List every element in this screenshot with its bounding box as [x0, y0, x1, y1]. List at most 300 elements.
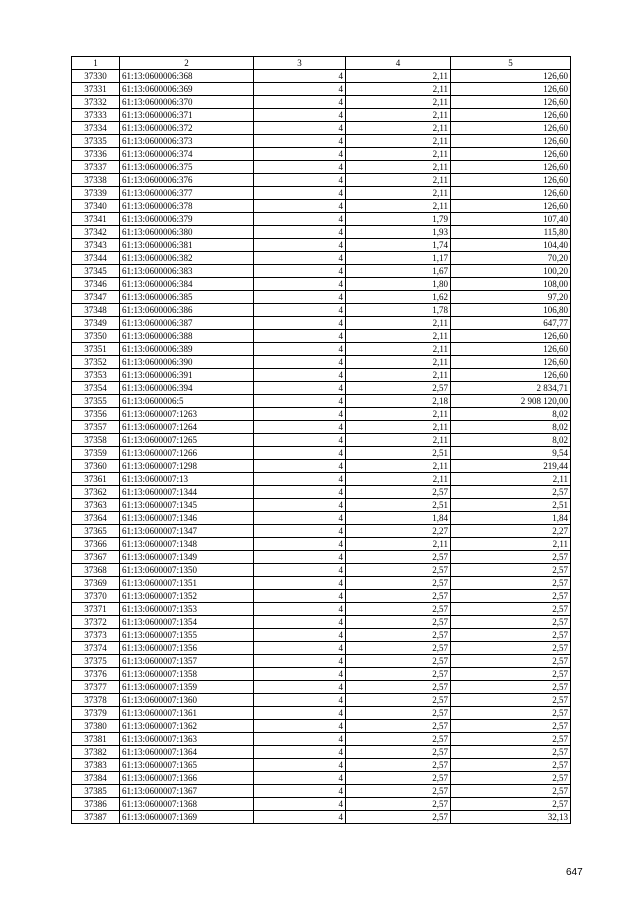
- table-cell-col-3: 4: [254, 668, 346, 681]
- table-cell-col-5: 126,60: [451, 200, 571, 213]
- table-cell-col-3: 4: [254, 772, 346, 785]
- table-cell-col-2: 61:13:0600007:1360: [120, 694, 254, 707]
- table-row: [72, 707, 571, 720]
- table-cell-col-2: 61:13:0600006:368: [120, 70, 254, 83]
- table-cell-col-2: 61:13:0600007:1365: [120, 759, 254, 772]
- table-cell-col-5: 2,57: [451, 603, 571, 616]
- table-cell-col-2: 61:13:0600007:1356: [120, 642, 254, 655]
- table-cell-col-5: 115,80: [451, 226, 571, 239]
- table-cell-col-4: 2,11: [346, 330, 451, 343]
- table-cell-col-2: 61:13:0600006:376: [120, 174, 254, 187]
- table-row: [72, 96, 571, 109]
- table-cell-col-2: 61:13:0600007:1362: [120, 720, 254, 733]
- table-cell-col-2: 61:13:0600007:1351: [120, 577, 254, 590]
- table-cell-col-1: 37360: [72, 460, 120, 473]
- table-cell-col-4: 2,57: [346, 564, 451, 577]
- table-cell-col-5: 126,60: [451, 122, 571, 135]
- table-cell-col-2: 61:13:0600006:391: [120, 369, 254, 382]
- table-cell-col-4: 2,27: [346, 525, 451, 538]
- table-cell-col-3: 4: [254, 187, 346, 200]
- table-cell-col-1: 37384: [72, 772, 120, 785]
- table-cell-col-1: 37368: [72, 564, 120, 577]
- table-cell-col-3: 4: [254, 70, 346, 83]
- table-cell-col-5: 2,57: [451, 707, 571, 720]
- table-cell-col-3: 4: [254, 369, 346, 382]
- table-row: [72, 382, 571, 395]
- table-cell-col-5: 126,60: [451, 330, 571, 343]
- table-row: [72, 785, 571, 798]
- table-cell-col-5: 126,60: [451, 369, 571, 382]
- table-cell-col-2: 61:13:0600007:1264: [120, 421, 254, 434]
- table-cell-col-2: 61:13:0600006:390: [120, 356, 254, 369]
- table-cell-col-5: 1,84: [451, 512, 571, 525]
- table-cell-col-3: 4: [254, 720, 346, 733]
- table-cell-col-4: 2,57: [346, 798, 451, 811]
- header-row: [72, 57, 571, 70]
- table-cell-col-3: 4: [254, 291, 346, 304]
- table-cell-col-3: 4: [254, 135, 346, 148]
- table-cell-col-3: 4: [254, 148, 346, 161]
- table-row: [72, 603, 571, 616]
- table-cell-col-2: 61:13:0600007:1346: [120, 512, 254, 525]
- table-cell-col-4: 2,11: [346, 473, 451, 486]
- table-row: [72, 421, 571, 434]
- table-cell-col-5: 2 834,71: [451, 382, 571, 395]
- table-cell-col-3: 4: [254, 499, 346, 512]
- table-row: [72, 512, 571, 525]
- table-cell-col-2: 61:13:0600007:1347: [120, 525, 254, 538]
- table-cell-col-5: 70,20: [451, 252, 571, 265]
- table-cell-col-3: 4: [254, 83, 346, 96]
- table-cell-col-3: 4: [254, 785, 346, 798]
- table-cell-col-1: 37343: [72, 239, 120, 252]
- table-row: [72, 83, 571, 96]
- table-cell-col-2: 61:13:0600007:1359: [120, 681, 254, 694]
- table-cell-col-5: 126,60: [451, 356, 571, 369]
- table-cell-col-5: 2,57: [451, 785, 571, 798]
- table-cell-col-5: 2 908 120,00: [451, 395, 571, 408]
- table-row: [72, 577, 571, 590]
- table-cell-col-2: 61:13:0600007:1349: [120, 551, 254, 564]
- table-cell-col-1: 37383: [72, 759, 120, 772]
- table-cell-col-3: 4: [254, 603, 346, 616]
- table-cell-col-5: 106,80: [451, 304, 571, 317]
- table-cell-col-2: 61:13:0600006:380: [120, 226, 254, 239]
- table-cell-col-4: 2,11: [346, 148, 451, 161]
- table-row: [72, 811, 571, 824]
- table-row: [72, 356, 571, 369]
- table-cell-col-4: 2,57: [346, 616, 451, 629]
- table-cell-col-1: 37338: [72, 174, 120, 187]
- table-cell-col-5: 126,60: [451, 109, 571, 122]
- table-cell-col-3: 4: [254, 109, 346, 122]
- table-cell-col-2: 61:13:0600006:369: [120, 83, 254, 96]
- table-cell-col-2: 61:13:0600007:1361: [120, 707, 254, 720]
- table-cell-col-2: 61:13:0600007:1265: [120, 434, 254, 447]
- table-row: [72, 616, 571, 629]
- table-cell-col-4: 2,11: [346, 109, 451, 122]
- table-cell-col-4: 2,11: [346, 83, 451, 96]
- table-cell-col-1: 37351: [72, 343, 120, 356]
- table-cell-col-4: 1,67: [346, 265, 451, 278]
- table-cell-col-1: 37349: [72, 317, 120, 330]
- table-cell-col-1: 37353: [72, 369, 120, 382]
- table-cell-col-2: 61:13:0600006:387: [120, 317, 254, 330]
- table-cell-col-3: 4: [254, 343, 346, 356]
- table-cell-col-4: 2,11: [346, 161, 451, 174]
- table-cell-col-3: 4: [254, 278, 346, 291]
- table-cell-col-3: 4: [254, 642, 346, 655]
- table-cell-col-1: 37334: [72, 122, 120, 135]
- table-cell-col-4: 2,57: [346, 694, 451, 707]
- table-row: [72, 265, 571, 278]
- table-cell-col-3: 4: [254, 486, 346, 499]
- table-cell-col-2: 61:13:0600007:1266: [120, 447, 254, 460]
- table-cell-col-3: 4: [254, 460, 346, 473]
- table-cell-col-3: 4: [254, 707, 346, 720]
- table-cell-col-1: 37354: [72, 382, 120, 395]
- table-cell-col-1: 37378: [72, 694, 120, 707]
- table-row: [72, 109, 571, 122]
- table-row: [72, 70, 571, 83]
- table-row: [72, 304, 571, 317]
- table-row: [72, 668, 571, 681]
- table-cell-col-1: 37369: [72, 577, 120, 590]
- table-cell-col-1: 37374: [72, 642, 120, 655]
- table-cell-col-4: 1,80: [346, 278, 451, 291]
- page-number: 647: [566, 867, 583, 878]
- table-row: [72, 460, 571, 473]
- table-cell-col-4: 2,57: [346, 551, 451, 564]
- table-cell-col-5: 2,57: [451, 590, 571, 603]
- table-cell-col-5: 8,02: [451, 421, 571, 434]
- table-cell-col-3: 4: [254, 629, 346, 642]
- table-cell-col-5: 8,02: [451, 408, 571, 421]
- table-cell-col-2: 61:13:0600007:1348: [120, 538, 254, 551]
- table-cell-col-5: 2,57: [451, 694, 571, 707]
- table-cell-col-5: 126,60: [451, 135, 571, 148]
- column-header-3: 3: [254, 57, 346, 70]
- table-cell-col-4: 2,11: [346, 356, 451, 369]
- table-cell-col-2: 61:13:0600007:1354: [120, 616, 254, 629]
- table-cell-col-1: 37330: [72, 70, 120, 83]
- table-row: [72, 434, 571, 447]
- table-cell-col-2: 61:13:0600007:1364: [120, 746, 254, 759]
- table-cell-col-2: 61:13:0600006:372: [120, 122, 254, 135]
- table-cell-col-2: 61:13:0600006:379: [120, 213, 254, 226]
- table-cell-col-3: 4: [254, 356, 346, 369]
- table-cell-col-5: 2,57: [451, 486, 571, 499]
- table-cell-col-1: 37371: [72, 603, 120, 616]
- table-row: [72, 499, 571, 512]
- table-cell-col-1: 37347: [72, 291, 120, 304]
- table-row: [72, 174, 571, 187]
- table-cell-col-5: 219,44: [451, 460, 571, 473]
- table-cell-col-5: 2,57: [451, 733, 571, 746]
- table-cell-col-4: 1,78: [346, 304, 451, 317]
- table-cell-col-4: 2,57: [346, 811, 451, 824]
- table-cell-col-5: 2,57: [451, 772, 571, 785]
- table-cell-col-4: 2,57: [346, 603, 451, 616]
- table-cell-col-2: 61:13:0600006:373: [120, 135, 254, 148]
- table-cell-col-2: 61:13:0600007:1298: [120, 460, 254, 473]
- table-cell-col-3: 4: [254, 304, 346, 317]
- table-cell-col-2: 61:13:0600006:381: [120, 239, 254, 252]
- table-cell-col-3: 4: [254, 265, 346, 278]
- table-cell-col-4: 2,57: [346, 772, 451, 785]
- table-cell-col-3: 4: [254, 733, 346, 746]
- table-cell-col-4: 2,11: [346, 421, 451, 434]
- table-cell-col-2: 61:13:0600007:1350: [120, 564, 254, 577]
- table-cell-col-1: 37385: [72, 785, 120, 798]
- table-cell-col-2: 61:13:0600007:1353: [120, 603, 254, 616]
- table-cell-col-3: 4: [254, 525, 346, 538]
- table-cell-col-3: 4: [254, 200, 346, 213]
- table-row: [72, 525, 571, 538]
- table-cell-col-5: 2,57: [451, 577, 571, 590]
- table-cell-col-3: 4: [254, 96, 346, 109]
- table-cell-col-2: 61:13:0600006:5: [120, 395, 254, 408]
- table-row: [72, 161, 571, 174]
- table-cell-col-3: 4: [254, 564, 346, 577]
- table-cell-col-1: 37332: [72, 96, 120, 109]
- table-cell-col-1: 37379: [72, 707, 120, 720]
- table-row: [72, 122, 571, 135]
- table-cell-col-5: 9,54: [451, 447, 571, 460]
- table-row: [72, 408, 571, 421]
- table-cell-col-2: 61:13:0600007:1367: [120, 785, 254, 798]
- table-row: [72, 564, 571, 577]
- table-row: [72, 239, 571, 252]
- table-cell-col-1: 37352: [72, 356, 120, 369]
- table-cell-col-2: 61:13:0600007:1263: [120, 408, 254, 421]
- table-row: [72, 291, 571, 304]
- table-cell-col-1: 37348: [72, 304, 120, 317]
- table-cell-col-1: 37365: [72, 525, 120, 538]
- column-header-5: 5: [451, 57, 571, 70]
- table-cell-col-2: 61:13:0600007:1344: [120, 486, 254, 499]
- table-cell-col-4: 2,57: [346, 785, 451, 798]
- table-cell-col-1: 37362: [72, 486, 120, 499]
- table-row: [72, 538, 571, 551]
- table-row: [72, 187, 571, 200]
- table-cell-col-5: 2,57: [451, 668, 571, 681]
- table-cell-col-3: 4: [254, 590, 346, 603]
- table-cell-col-4: 2,18: [346, 395, 451, 408]
- table-cell-col-4: 2,11: [346, 70, 451, 83]
- table-cell-col-5: 2,11: [451, 473, 571, 486]
- table-cell-col-4: 2,57: [346, 590, 451, 603]
- table-cell-col-4: 2,11: [346, 538, 451, 551]
- table-cell-col-1: 37361: [72, 473, 120, 486]
- table-cell-col-5: 126,60: [451, 96, 571, 109]
- table-cell-col-1: 37337: [72, 161, 120, 174]
- table-cell-col-4: 2,11: [346, 369, 451, 382]
- table-cell-col-2: 61:13:0600006:389: [120, 343, 254, 356]
- table-cell-col-1: 37340: [72, 200, 120, 213]
- table-cell-col-5: 2,57: [451, 642, 571, 655]
- table-cell-col-3: 4: [254, 252, 346, 265]
- table-cell-col-5: 104,40: [451, 239, 571, 252]
- table-cell-col-3: 4: [254, 434, 346, 447]
- table-cell-col-5: 126,60: [451, 148, 571, 161]
- table-cell-col-2: 61:13:0600006:386: [120, 304, 254, 317]
- table-cell-col-5: 2,57: [451, 720, 571, 733]
- table-cell-col-2: 61:13:0600007:1358: [120, 668, 254, 681]
- table-row: [72, 486, 571, 499]
- table-cell-col-1: 37357: [72, 421, 120, 434]
- table-cell-col-4: 2,11: [346, 135, 451, 148]
- table-cell-col-3: 4: [254, 395, 346, 408]
- table-cell-col-1: 37373: [72, 629, 120, 642]
- table-cell-col-1: 37370: [72, 590, 120, 603]
- table-cell-col-3: 4: [254, 408, 346, 421]
- table-row: [72, 681, 571, 694]
- table-cell-col-3: 4: [254, 330, 346, 343]
- table-row: [72, 395, 571, 408]
- table-cell-col-5: 2,57: [451, 629, 571, 642]
- table-row: [72, 200, 571, 213]
- table-row: [72, 759, 571, 772]
- table-row: [72, 369, 571, 382]
- table-cell-col-5: 2,57: [451, 655, 571, 668]
- table-cell-col-4: 2,11: [346, 460, 451, 473]
- table-cell-col-2: 61:13:0600006:394: [120, 382, 254, 395]
- table-cell-col-1: 37363: [72, 499, 120, 512]
- table-cell-col-2: 61:13:0600007:1355: [120, 629, 254, 642]
- table-cell-col-5: 2,57: [451, 759, 571, 772]
- table-cell-col-5: 2,57: [451, 551, 571, 564]
- table-cell-col-5: 2,57: [451, 616, 571, 629]
- table-cell-col-1: 37345: [72, 265, 120, 278]
- table-cell-col-3: 4: [254, 473, 346, 486]
- table-cell-col-3: 4: [254, 512, 346, 525]
- table-cell-col-5: 2,57: [451, 746, 571, 759]
- table-cell-col-2: 61:13:0600006:385: [120, 291, 254, 304]
- table-cell-col-4: 2,57: [346, 720, 451, 733]
- table-row: [72, 629, 571, 642]
- table-cell-col-2: 61:13:0600007:1345: [120, 499, 254, 512]
- table-cell-col-1: 37381: [72, 733, 120, 746]
- table-cell-col-3: 4: [254, 382, 346, 395]
- table-cell-col-1: 37336: [72, 148, 120, 161]
- table-cell-col-5: 126,60: [451, 343, 571, 356]
- table-cell-col-4: 1,84: [346, 512, 451, 525]
- table-cell-col-4: 2,51: [346, 499, 451, 512]
- table-cell-col-1: 37382: [72, 746, 120, 759]
- table-cell-col-5: 2,11: [451, 538, 571, 551]
- table-row: [72, 213, 571, 226]
- table-cell-col-3: 4: [254, 746, 346, 759]
- table-cell-col-1: 37387: [72, 811, 120, 824]
- table-cell-col-2: 61:13:0600006:374: [120, 148, 254, 161]
- table-cell-col-2: 61:13:0600007:1368: [120, 798, 254, 811]
- table-cell-col-4: 2,11: [346, 434, 451, 447]
- table-cell-col-4: 1,74: [346, 239, 451, 252]
- table-row: [72, 473, 571, 486]
- table-cell-col-2: 61:13:0600006:371: [120, 109, 254, 122]
- table-row: [72, 551, 571, 564]
- table-row: [72, 772, 571, 785]
- table-cell-col-5: 2,57: [451, 798, 571, 811]
- table-cell-col-4: 2,11: [346, 317, 451, 330]
- table-cell-col-4: 2,11: [346, 96, 451, 109]
- table-cell-col-1: 37342: [72, 226, 120, 239]
- table-cell-col-3: 4: [254, 447, 346, 460]
- table-row: [72, 642, 571, 655]
- table-cell-col-5: 108,00: [451, 278, 571, 291]
- table-cell-col-2: 61:13:0600006:388: [120, 330, 254, 343]
- table-body: [72, 70, 571, 824]
- table-cell-col-4: 2,57: [346, 577, 451, 590]
- table-cell-col-4: 2,57: [346, 746, 451, 759]
- table-cell-col-1: 37356: [72, 408, 120, 421]
- table-cell-col-3: 4: [254, 655, 346, 668]
- table-cell-col-4: 2,57: [346, 733, 451, 746]
- data-table: [71, 56, 571, 824]
- table-cell-col-4: 1,17: [346, 252, 451, 265]
- table-cell-col-5: 97,20: [451, 291, 571, 304]
- table-cell-col-5: 126,60: [451, 70, 571, 83]
- table-cell-col-1: 37344: [72, 252, 120, 265]
- table-cell-col-3: 4: [254, 226, 346, 239]
- table-cell-col-1: 37359: [72, 447, 120, 460]
- table-cell-col-4: 2,51: [346, 447, 451, 460]
- table-cell-col-5: 126,60: [451, 83, 571, 96]
- table-cell-col-5: 647,77: [451, 317, 571, 330]
- table-cell-col-4: 2,11: [346, 174, 451, 187]
- table-cell-col-3: 4: [254, 122, 346, 135]
- column-header-2: 2: [120, 57, 254, 70]
- table-cell-col-4: 2,11: [346, 187, 451, 200]
- table-cell-col-1: 37386: [72, 798, 120, 811]
- table-cell-col-1: 37372: [72, 616, 120, 629]
- table-cell-col-3: 4: [254, 759, 346, 772]
- table-cell-col-4: 2,57: [346, 707, 451, 720]
- table-row: [72, 694, 571, 707]
- table-cell-col-3: 4: [254, 681, 346, 694]
- table-row: [72, 733, 571, 746]
- table-cell-col-2: 61:13:0600006:375: [120, 161, 254, 174]
- table-cell-col-3: 4: [254, 551, 346, 564]
- table-cell-col-1: 37364: [72, 512, 120, 525]
- table-row: [72, 720, 571, 733]
- column-header-4: 4: [346, 57, 451, 70]
- table-cell-col-3: 4: [254, 811, 346, 824]
- table-cell-col-5: 32,13: [451, 811, 571, 824]
- table-cell-col-4: 1,93: [346, 226, 451, 239]
- table-cell-col-1: 37366: [72, 538, 120, 551]
- table-cell-col-1: 37376: [72, 668, 120, 681]
- table-cell-col-2: 61:13:0600007:13: [120, 473, 254, 486]
- table-cell-col-2: 61:13:0600007:1363: [120, 733, 254, 746]
- table-cell-col-3: 4: [254, 213, 346, 226]
- table-cell-col-2: 61:13:0600007:1352: [120, 590, 254, 603]
- table-cell-col-1: 37355: [72, 395, 120, 408]
- table-cell-col-4: 2,11: [346, 343, 451, 356]
- table-cell-col-2: 61:13:0600006:370: [120, 96, 254, 109]
- table-row: [72, 317, 571, 330]
- table-cell-col-4: 2,57: [346, 382, 451, 395]
- table-row: [72, 447, 571, 460]
- table-cell-col-2: 61:13:0600006:382: [120, 252, 254, 265]
- table-cell-col-2: 61:13:0600007:1357: [120, 655, 254, 668]
- table-cell-col-2: 61:13:0600007:1369: [120, 811, 254, 824]
- table-cell-col-5: 126,60: [451, 187, 571, 200]
- table-cell-col-5: 2,27: [451, 525, 571, 538]
- table-row: [72, 148, 571, 161]
- table-cell-col-1: 37339: [72, 187, 120, 200]
